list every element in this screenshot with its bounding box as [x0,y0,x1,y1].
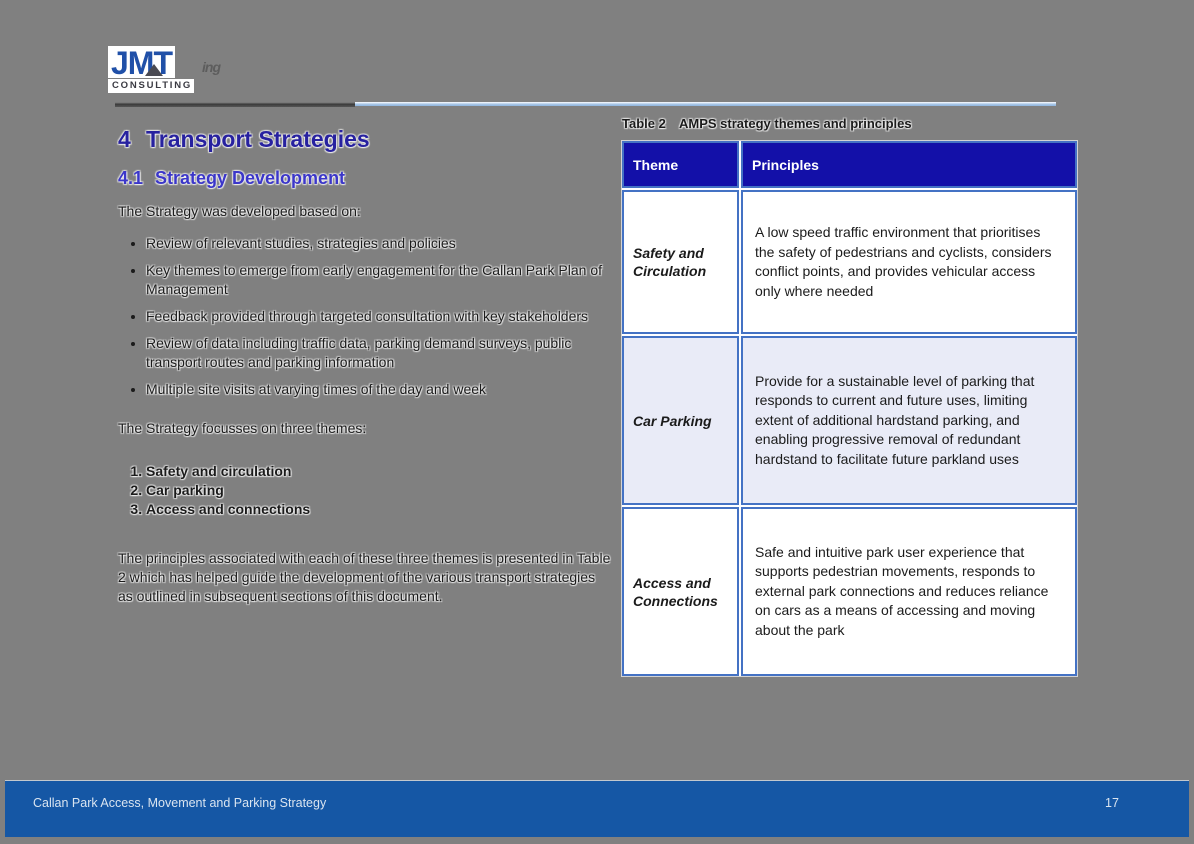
table-row-principle-cell: Safe and intuitive park user experience that supports pedestrian movements, responds to external park connections and reduces reliance on cars as a means of accessing and moving about the park [741,507,1077,676]
table-row-theme-cell: Safety and Circulation [622,190,739,334]
table-row-principle-cell: A low speed traffic environment that prioritises the safety of pedestrians and cyclists, considers conflict points, and provides vehicular access only where needed [741,190,1077,334]
table-header-principles: Principles [741,141,1077,188]
list-item: • Multiple site visits at varying times of the day and week [146,380,612,399]
section-title: Transport Strategies [146,126,370,152]
list-item: 3. Access and connections [146,500,612,519]
logo-triangle-icon [145,64,163,76]
jmt-consulting-logo [108,45,220,93]
table-column [622,116,1077,676]
table-row-theme-cell: Access and Connections [622,507,739,676]
table-caption [622,116,1077,132]
footer-page-number: 17 [1105,796,1119,810]
header-rule-dark-segment [115,102,355,107]
logo-jmt-text [108,45,220,81]
list-item: • Review of data including traffic data, parking demand surveys, public transport routes and parking information [146,334,612,372]
main-text-column [118,126,612,606]
logo-consulting-text: CONSULTING [108,79,194,93]
amps-strategy-table [622,141,1077,676]
table-row-principle-cell: Provide for a sustainable level of parking that responds to current and future uses, limiting extent of additional hardstand parking, and enabling progressive removal of redundant hardstand to facilitate future parkland uses [741,336,1077,505]
page-footer [5,780,1189,837]
section-number: 4 [118,126,131,152]
table-header-theme: Theme [622,141,739,188]
list-item: • Key themes to emerge from early engagement for the Callan Park Plan of Management [146,261,612,299]
header-divider-rule [115,102,1056,107]
list-item: 2. Car parking [146,481,612,500]
logo-jmt-letters: JMT [111,45,172,81]
themes-numbered-list [118,462,612,519]
table-row-theme-cell: Car Parking [622,336,739,505]
logo-ing-text: ing [202,59,220,75]
strategy-basis-list [118,234,612,399]
subsection-heading [118,168,612,189]
intro-paragraph: The Strategy was developed based on: [118,203,361,219]
table-caption-label: Table 2 [622,116,666,131]
header-rule-light-segment [355,102,1056,106]
subsection-title: Strategy Development [155,168,346,188]
list-item: • Review of relevant studies, strategies and policies [146,234,612,253]
subsection-number: 4.1 [118,168,144,188]
table-caption-text: AMPS strategy themes and principles [679,116,912,131]
closing-paragraph: The principles associated with each of these three themes is presented in Table 2 which has helped guide the development of the various transport strategies as outlined in subsequent sections of this document. [118,550,611,604]
themes-intro-paragraph: The Strategy focusses on three themes: [118,420,367,436]
section-heading [118,126,612,152]
list-item: • Feedback provided through targeted consultation with key stakeholders [146,307,612,326]
list-item: 1. Safety and circulation [146,462,612,481]
footer-document-title: Callan Park Access, Movement and Parking Strategy [33,796,327,810]
